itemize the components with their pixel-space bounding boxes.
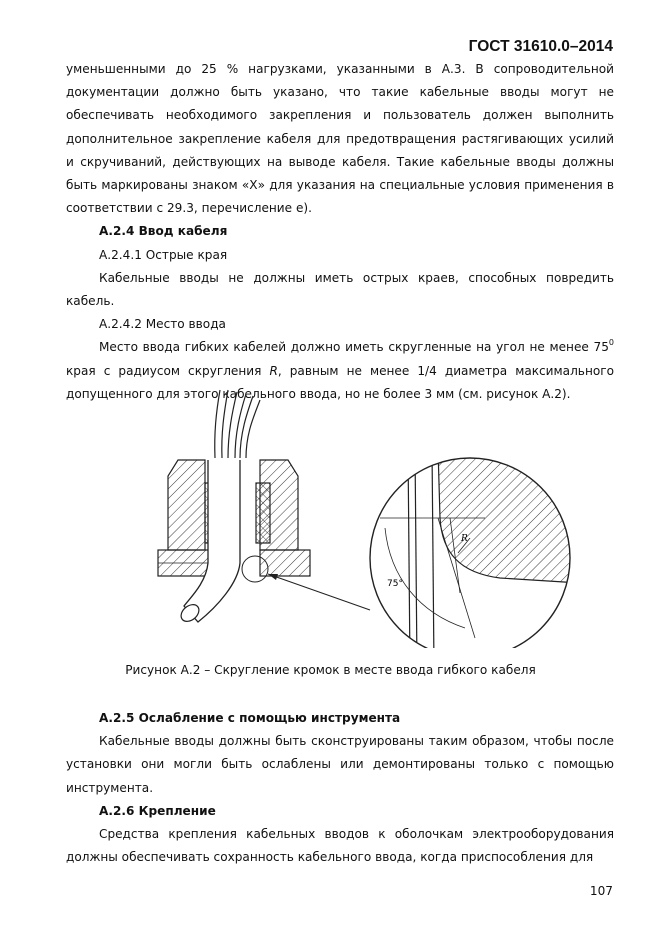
paragraph-continuation: уменьшенными до 25 % нагрузками, указанными в А.3. В сопроводительной документации должно быть указано, что такие кабельные вводы могут не обеспечивать необходимого закрепления и пользователь должен выполнить дополнительное закрепление кабеля для предотвращения растягивающих усилий и скручиваний, действующих на выводе кабеля. Такие кабельные вводы должны быть маркированы знаком «X» для указания на специальные условия применения в соответствии с 29.3, перечисление е). bbox=[66, 62, 614, 216]
angle-label: 75° bbox=[387, 579, 403, 589]
detail-enlargement bbox=[370, 448, 580, 648]
a242-text-end: , равным не менее 1/4 диаметра максимального допущенного для этого кабельного ввода, но не более 3 мм (см. рисунок А.2). bbox=[66, 363, 614, 401]
figure-caption: Рисунок А.2 – Скругление кромок в месте ввода гибкого кабеля bbox=[125, 663, 536, 677]
a242-text-mid: края с радиусом скругления bbox=[66, 363, 270, 378]
figure-a2-cable-entry bbox=[140, 388, 620, 648]
paragraph-a25: Кабельные вводы должны быть сконструированы таким образом, чтобы после установки они могли быть ослаблены или демонтированы только с помощью инструмента. bbox=[66, 734, 614, 795]
heading-a24: А.2.4 Ввод кабеля bbox=[99, 224, 228, 239]
heading-a25: А.2.5 Ослабление с помощью инструмента bbox=[99, 711, 401, 725]
paragraph-a241: Кабельные вводы не должны иметь острых краев, способных повредить кабель. bbox=[66, 270, 614, 309]
heading-a241: А.2.4.1 Острые края bbox=[99, 247, 228, 262]
standard-header: ГОСТ 31610.0–2014 bbox=[468, 38, 613, 55]
heading-a242: А.2.4.2 Место ввода bbox=[99, 317, 226, 332]
heading-a26: А.2.6 Крепление bbox=[99, 803, 216, 818]
a242-text-start: Место ввода гибких кабелей должно иметь скругленные на угол не менее 75 bbox=[99, 340, 609, 355]
radius-label: R bbox=[461, 534, 468, 544]
page-number: 107 bbox=[589, 884, 613, 898]
cable-wires bbox=[215, 390, 260, 458]
radius-symbol: R bbox=[269, 363, 278, 378]
text-block-top bbox=[66, 58, 614, 406]
paragraph-a26: Средства крепления кабельных вводов к оболочкам электрооборудования должны обеспечивать сохранность кабельного ввода, когда приспособления для bbox=[66, 827, 614, 865]
text-block-bottom bbox=[66, 707, 614, 869]
degree-superscript: 0 bbox=[608, 338, 614, 348]
